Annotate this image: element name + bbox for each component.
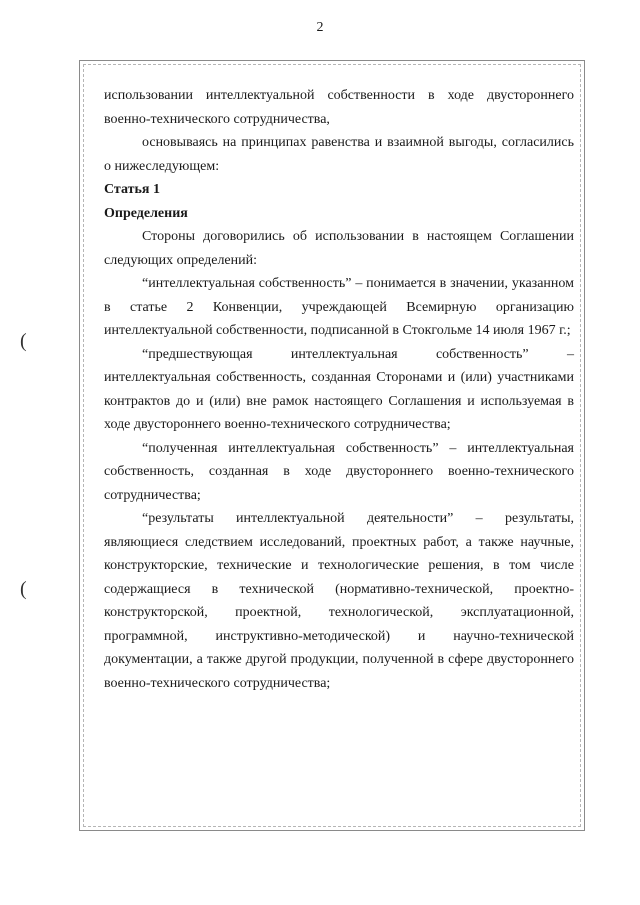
paragraph-3: Стороны договорились об использовании в настоящем Соглашении следующих определений: (104, 229, 574, 268)
definition-intellectual-property: “интеллектуальная собственность” – понимается в значении, указанном в статье 2 Конвенции, учреждающей Всемирную организацию интеллектуальной собственности, подписанной в Стокгольме 14 июля 1967 г.; (104, 276, 574, 338)
definition-obtained-ip: “полученная интеллектуальная собственность” – интеллектуальная собственность, созданная в ходе двустороннего военно-технического сотрудничества; (104, 440, 574, 503)
paragraph-1: использовании интеллектуальной собственности в ходе двустороннего военно-технического сотрудничества, (104, 88, 574, 127)
definition-prior-ip: “предшествующая интеллектуальная собственность” – интеллектуальная собственность, созданная Сторонами и (или) участниками контрактов до и (или) вне рамок настоящего Соглашения и используемая в ходе двустороннего военно-технического сотрудничества; (104, 346, 574, 432)
article-subtitle: Определения (104, 205, 188, 221)
document-body (104, 84, 574, 695)
definition-intellectual-results: “результаты интеллектуальной деятельности” – результаты, являющиеся следствием исследований, проектных работ, а также научные, конструкторские, технические и технологические решения, в том числе содержащиеся в технической (нормативно-технической, проектно-конструкторской, проектной, технологической, эксплуатационной, программной, инструктивно-методической) и научно-технической документации, а также другой продукции, полученной в сфере двустороннего военно-технического сотрудничества; (104, 511, 574, 691)
article-title: Статья 1 (104, 182, 160, 197)
margin-mark-2: ( (20, 578, 27, 600)
margin-mark-1: ( (20, 330, 27, 352)
page-number: 2 (316, 20, 324, 35)
paragraph-2: основываясь на принципах равенства и взаимной выгоды, согласились о нижеследующем: (104, 135, 574, 174)
